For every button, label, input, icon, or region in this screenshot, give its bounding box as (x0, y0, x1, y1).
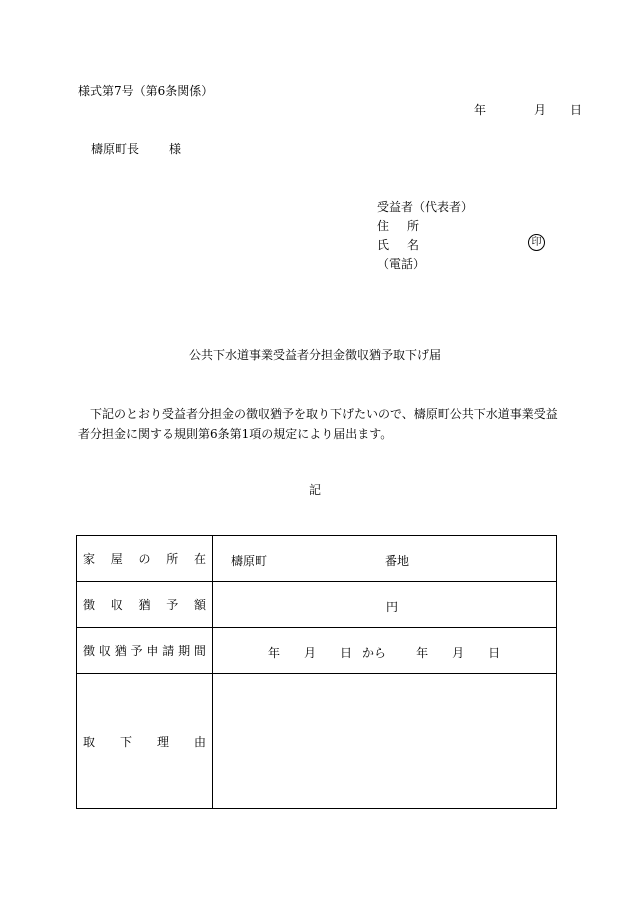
town-text: 檮原町 (231, 554, 268, 568)
yen-unit: 円 (386, 600, 399, 614)
deferral-amount-field[interactable] (213, 582, 557, 628)
label-house-location: 家 屋 の 所 在 (77, 536, 213, 582)
applicant-heading: 受益者（代表者） (377, 200, 474, 214)
banchi-text: 番地 (385, 554, 410, 568)
addressee-honorific: 様 (169, 142, 182, 156)
table-row (77, 674, 557, 809)
house-location-field[interactable] (213, 536, 557, 582)
submission-date (474, 103, 582, 117)
addressee-name: 檮原町長 (91, 142, 140, 156)
document-title: 公共下水道事業受益者分担金徴収猶予取下げ届 (188, 348, 441, 362)
date-year: 年 (474, 103, 487, 117)
applicant-address-label: 住 所 (377, 219, 420, 233)
seal-mark: 印 (528, 234, 545, 251)
table-row (77, 536, 557, 582)
applicant-phone-label: （電話） (377, 257, 426, 271)
applicant-name-label: 氏 名 (377, 238, 420, 252)
date-month: 月 (534, 103, 547, 117)
label-deferral-amount: 徴 収 猶 予 額 (77, 582, 213, 628)
period-text: 年 月 日 から 年 月 日 (268, 646, 501, 660)
table-row (77, 582, 557, 628)
label-withdrawal-reason: 取 下 理 由 (77, 674, 213, 809)
label-deferral-period: 徴 収 猶 予 申 請 期 間 (77, 628, 213, 674)
addressee (91, 142, 181, 156)
details-table (76, 535, 557, 809)
deferral-period-field[interactable] (213, 628, 557, 674)
table-row (77, 628, 557, 674)
applicant-block (377, 198, 473, 274)
ki-heading: 記 (308, 483, 321, 497)
date-day: 日 (570, 103, 583, 117)
body-text: 下記のとおり受益者分担金の徴収猶予を取り下げたいので、檮原町公共下水道事業受益者分担金に関する規則第6条第1項の規定により届出ます。 (78, 407, 558, 441)
form-number: 様式第7号（第6条関係） (78, 84, 214, 98)
withdrawal-reason-field[interactable] (213, 674, 557, 809)
